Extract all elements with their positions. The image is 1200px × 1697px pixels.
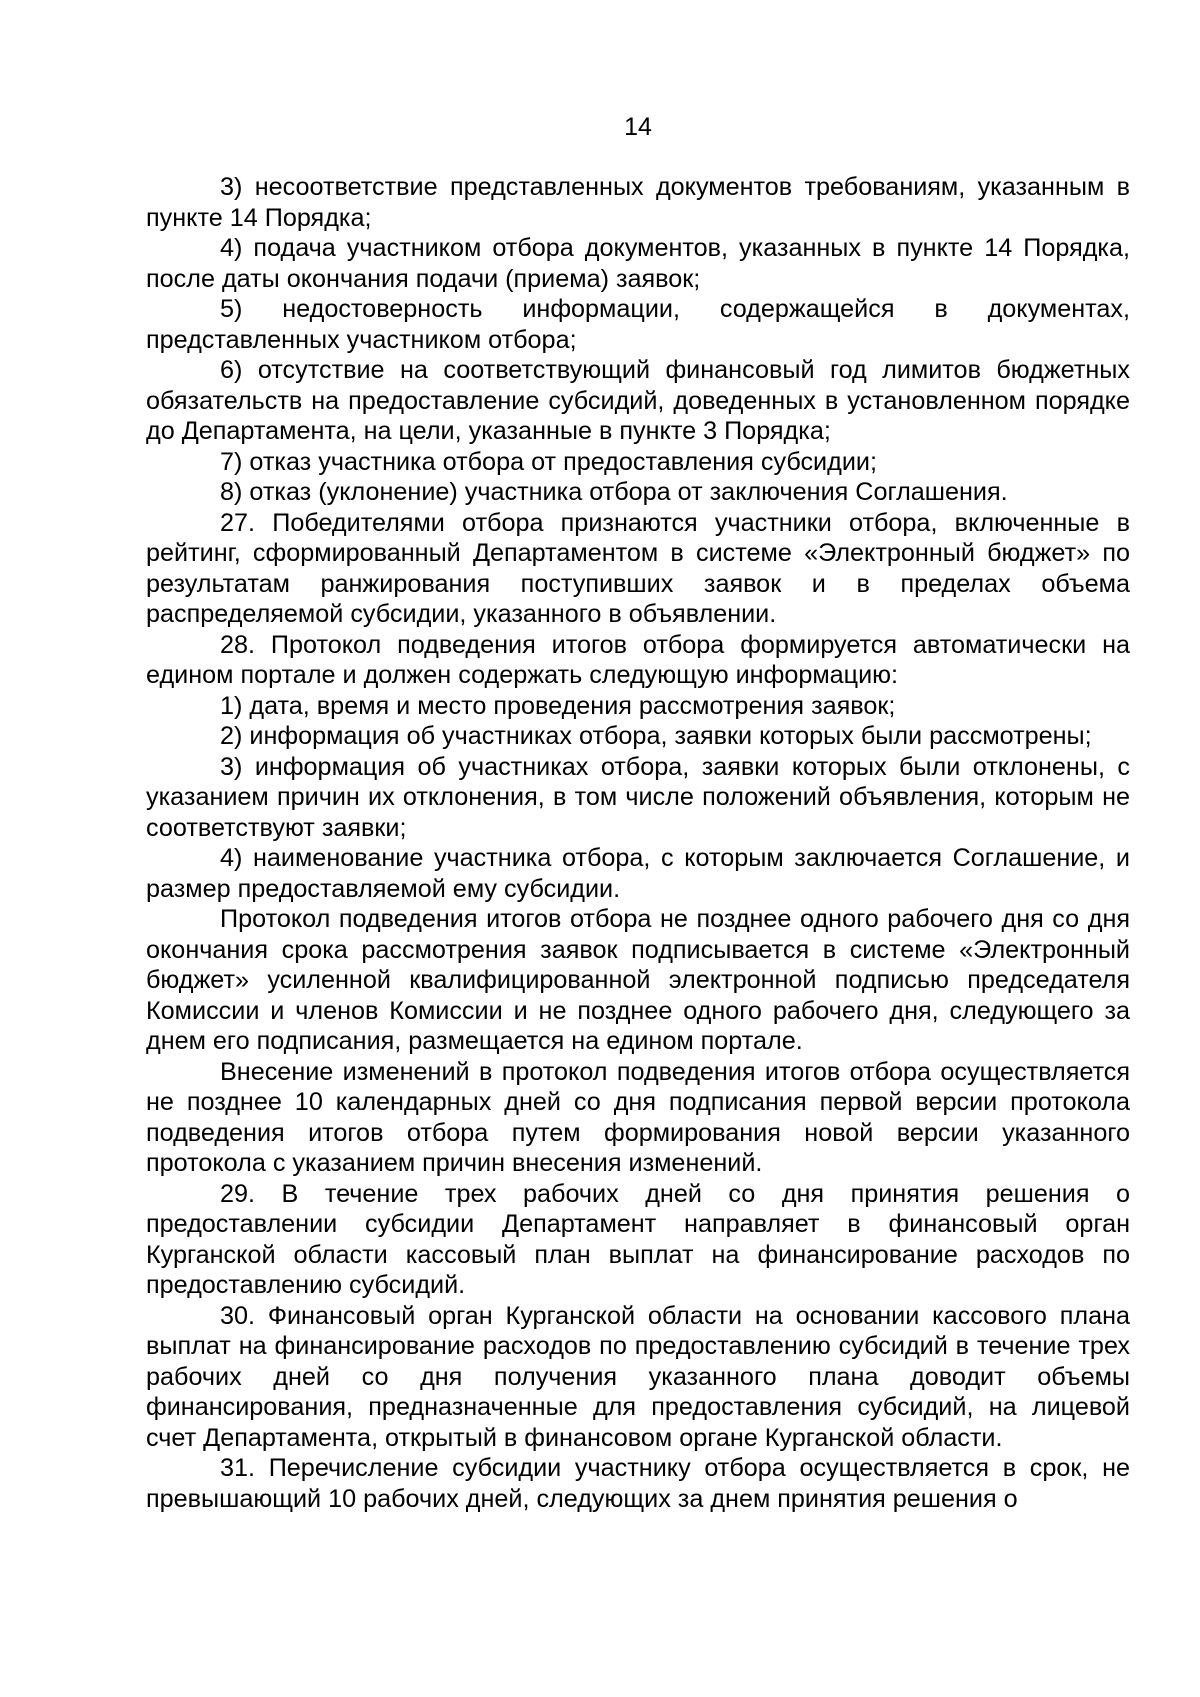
document-body	[146, 172, 1130, 1514]
protocol-item-1: 1) дата, время и место проведения рассмотрения заявок;	[220, 691, 896, 720]
protocol-item-3: 3) информация об участниках отбора, заявки которых были отклонены, с указанием причин их отклонения, в том числе положений объявления, которым не соответствуют заявки;	[146, 752, 1130, 842]
clause-30: 30. Финансовый орган Курганской области на основании кассового плана выплат на финансирование расходов по предоставлению субсидий в течение трех рабочих дней со дня получения указанного плана доводит объемы финансирования, предназначенные для предоставления субсидий, на лицевой счет Департамента, открытый в финансовом органе Курганской области.	[146, 1301, 1130, 1452]
clause-29: 29. В течение трех рабочих дней со дня принятия решения о предоставлении субсидии Департамент направляет в финансовый орган Курганской области кассовый план выплат на финансирование расходов по предоставлению субсидий.	[146, 1179, 1130, 1299]
list-item-6: 6) отсутствие на соответствующий финансовый год лимитов бюджетных обязательств на предоставление субсидий, доведенных в установленном порядке до Департамента, на цели, указанные в пункте 3 Порядка;	[146, 356, 1130, 445]
clause-27: 27. Победителями отбора признаются участники отбора, включенные в рейтинг, сформированный Департаментом в системе «Электронный бюджет» по результатам ранжирования поступивших заявок и в пределах объема распределяемой субсидии, указанного в объявлении.	[146, 508, 1130, 628]
list-item-3: 3) несоответствие представленных документов требованиям, указанным в пункте 14 Порядка;	[146, 173, 1130, 232]
protocol-amendment-paragraph: Внесение изменений в протокол подведения итогов отбора осуществляется не позднее 10 календарных дней со дня подписания первой версии протокола подведения итогов отбора путем формирования новой версии указанного протокола с указанием причин внесения изменений.	[146, 1057, 1130, 1177]
protocol-item-2: 2) информация об участниках отбора, заявки которых были рассмотрены;	[220, 722, 1092, 750]
list-item-8: 8) отказ (уклонение) участника отбора от заключения Соглашения.	[220, 478, 1008, 506]
clause-28: 28. Протокол подведения итогов отбора формируется автоматически на едином портале и должен содержать следующую информацию:	[146, 630, 1130, 689]
protocol-item-4: 4) наименование участника отбора, с которым заключается Соглашение, и размер предоставляемой ему субсидии.	[146, 844, 1130, 903]
list-item-4: 4) подача участником отбора документов, указанных в пункте 14 Порядка, после даты окончания подачи (приема) заявок;	[146, 234, 1130, 293]
list-item-7: 7) отказ участника отбора от предоставления субсидии;	[220, 447, 877, 476]
page-number: 14	[624, 113, 652, 141]
protocol-signing-paragraph: Протокол подведения итогов отбора не позднее одного рабочего дня со дня окончания срока рассмотрения заявок подписывается в системе «Электронный бюджет» усиленной квалифицированной электронной подписью председателя Комиссии и членов Комиссии и не позднее одного рабочего дня, следующего за днем его подписания, размещается на едином портале.	[146, 905, 1130, 1055]
clause-31: 31. Перечисление субсидии участнику отбора осуществляется в срок, не превышающий 10 рабочих дней, следующих за днем принятия решения о	[146, 1454, 1130, 1513]
list-item-5: 5) недостоверность информации, содержащейся в документах, представленных участником отбора;	[146, 295, 1130, 354]
